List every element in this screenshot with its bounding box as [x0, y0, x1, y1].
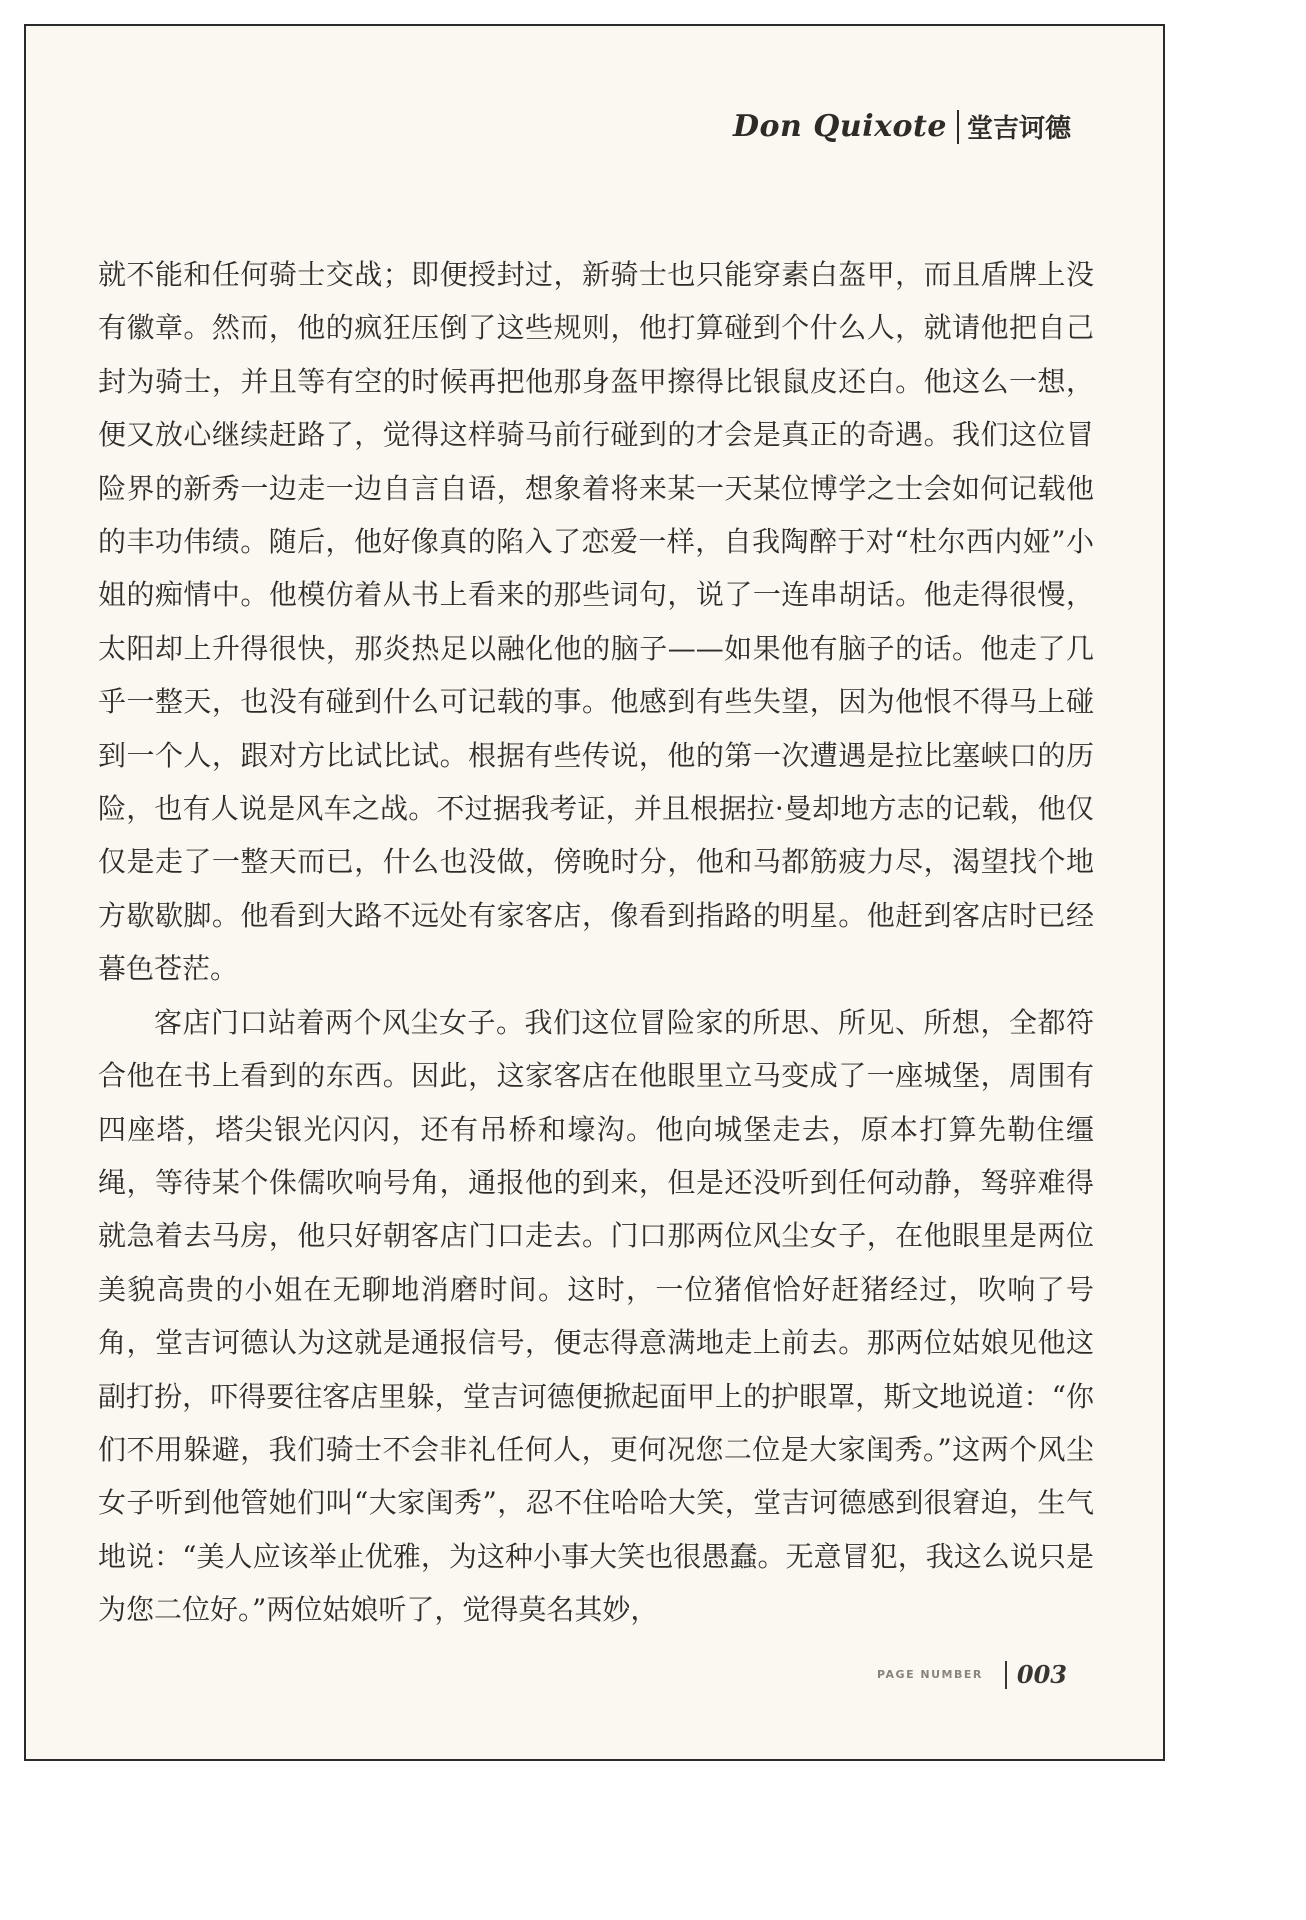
header-title-chinese: 堂吉诃德 [966, 114, 1071, 144]
page-footer [877, 1660, 1067, 1689]
footer-divider [1005, 1661, 1007, 1689]
paragraph-1: 就不能和任何骑士交战；即便授封过，新骑士也只能穿素白盔甲，而且盾牌上没有徽章。然而，他的疯狂压倒了这些规则，他打算碰到个什么人，就请他把自己封为骑士，并且等有空的时候再把他那身盔甲擦得比银鼠皮还白。他这么一想，便又放心继续赶路了，觉得这样骑马前行碰到的才会是真正的奇遇。我们这位冒险界的新秀一边走一边自言自语，想象着将来某一天某位博学之士会如何记载他的丰功伟绩。随后，他好像真的陷入了恋爱一样，自我陶醉于对“杜尔西内娅”小姐的痴情中。他模仿着从书上看来的那些词句，说了一连串胡话。他走得很慢，太阳却上升得很快，那炎热足以融化他的脑子——如果他有脑子的话。他走了几乎一整天，也没有碰到什么可记载的事。他感到有些失望，因为他恨不得马上碰到一个人，跟对方比试比试。根据有些传说，他的第一次遭遇是拉比塞峡口的历险，也有人说是风车之战。不过据我考证，并且根据拉·曼却地方志的记载，他仅仅是走了一整天而已，什么也没做，傍晚时分，他和马都筋疲力尽，渴望找个地方歇歇脚。他看到大路不远处有家客店，像看到指路的明星。他赶到客店时已经暮色苍茫。 [98, 258, 1094, 986]
header-title-english: Don Quixote [733, 109, 947, 144]
header-divider [957, 110, 959, 144]
page-number-label: PAGE NUMBER [876, 1668, 983, 1681]
page-number: 003 [1016, 1660, 1067, 1689]
paragraph-2: 客店门口站着两个风尘女子。我们这位冒险家的所思、所见、所想，全都符合他在书上看到的东西。因此，这家客店在他眼里立马变成了一座城堡，周围有四座塔，塔尖银光闪闪，还有吊桥和壕沟。他向城堡走去，原本打算先勒住缰绳，等待某个侏儒吹响号角，通报他的到来，但是还没听到任何动静，驽骍难得就急着去马房，他只好朝客店门口走去。门口那两位风尘女子，在他眼里是两位美貌高贵的小姐在无聊地消磨时间。这时，一位猪倌恰好赶猪经过，吹响了号角，堂吉诃德认为这就是通报信号，便志得意满地走上前去。那两位姑娘见他这副打扮，吓得要往客店里躲，堂吉诃德便掀起面甲上的护眼罩，斯文地说道：“你们不用躲避，我们骑士不会非礼任何人，更何况您二位是大家闺秀。”这两个风尘女子听到他管她们叫“大家闺秀”，忍不住哈哈大笑，堂吉诃德感到很窘迫，生气地说：“美人应该举止优雅，为这种小事大笑也很愚蠢。无意冒犯，我这么说只是为您二位好。”两位姑娘听了，觉得莫名其妙， [98, 1005, 1094, 1627]
body-text [98, 248, 1094, 1637]
running-header [733, 108, 1071, 145]
book-page [24, 24, 1165, 1761]
